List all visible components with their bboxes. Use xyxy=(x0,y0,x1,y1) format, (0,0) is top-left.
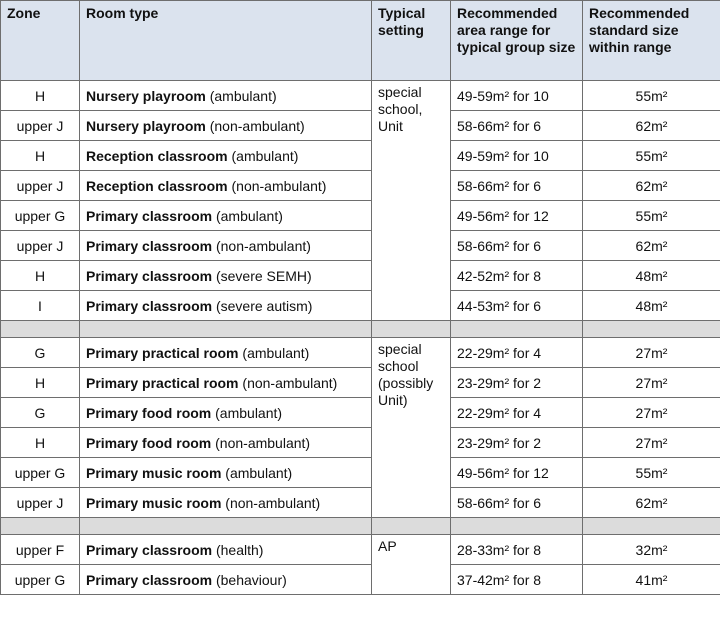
zone-cell: upper F xyxy=(1,535,80,565)
room-name: Nursery playroom xyxy=(86,87,206,104)
room-qualifier: (ambulant) xyxy=(231,147,299,164)
zone-cell: upper G xyxy=(1,458,80,488)
room-name: Primary food room xyxy=(86,404,212,421)
area-range-cell: 22-29m² for 4 xyxy=(451,338,583,368)
table-row xyxy=(1,201,720,231)
table-row xyxy=(1,261,720,291)
area-range-cell: 22-29m² for 4 xyxy=(451,398,583,428)
separator-cell xyxy=(583,321,720,338)
header-zone: Zone xyxy=(1,1,80,81)
room-type-cell xyxy=(80,458,372,488)
room-qualifier: (severe autism) xyxy=(215,297,313,314)
zone-cell: G xyxy=(1,338,80,368)
standard-size-cell: 27m² xyxy=(583,368,720,398)
room-qualifier: (severe SEMH) xyxy=(215,267,312,284)
room-type-cell xyxy=(80,488,372,518)
zone-cell: upper J xyxy=(1,488,80,518)
standard-size-cell: 27m² xyxy=(583,338,720,368)
table-row xyxy=(1,398,720,428)
room-name: Nursery playroom xyxy=(86,117,206,134)
room-qualifier: (ambulant) xyxy=(209,87,277,104)
header-standard-size: Recommended standard size within range xyxy=(583,1,720,81)
table-row xyxy=(1,141,720,171)
table-row xyxy=(1,458,720,488)
standard-size-cell: 55m² xyxy=(583,201,720,231)
room-qualifier: (ambulant) xyxy=(225,464,293,481)
table-row xyxy=(1,171,720,201)
standard-size-cell: 62m² xyxy=(583,231,720,261)
standard-size-cell: 62m² xyxy=(583,171,720,201)
area-range-cell: 58-66m² for 6 xyxy=(451,231,583,261)
room-type-cell xyxy=(80,261,372,291)
room-name: Primary classroom xyxy=(86,541,213,558)
room-name: Primary classroom xyxy=(86,207,213,224)
room-type-cell xyxy=(80,141,372,171)
zone-cell: upper J xyxy=(1,171,80,201)
standard-size-cell: 55m² xyxy=(583,141,720,171)
area-range-cell: 37-42m² for 8 xyxy=(451,565,583,595)
separator-cell xyxy=(451,518,583,535)
area-range-cell: 58-66m² for 6 xyxy=(451,171,583,201)
room-qualifier: (ambulant) xyxy=(215,404,283,421)
table-body xyxy=(1,81,720,595)
room-name: Reception classroom xyxy=(86,177,228,194)
table-row xyxy=(1,81,720,111)
zone-cell: H xyxy=(1,428,80,458)
room-name: Primary classroom xyxy=(86,571,213,588)
standard-size-cell: 62m² xyxy=(583,111,720,141)
zone-cell: H xyxy=(1,368,80,398)
room-type-cell xyxy=(80,565,372,595)
room-qualifier: (non-ambulant) xyxy=(215,237,311,254)
header-row xyxy=(1,1,720,81)
room-type-cell xyxy=(80,535,372,565)
room-type-cell xyxy=(80,398,372,428)
room-qualifier: (behaviour) xyxy=(215,571,287,588)
area-range-cell: 49-59m² for 10 xyxy=(451,81,583,111)
header-typical-setting: Typical setting xyxy=(372,1,451,81)
standard-size-cell: 55m² xyxy=(583,81,720,111)
area-range-cell: 44-53m² for 6 xyxy=(451,291,583,321)
separator-cell xyxy=(451,321,583,338)
room-type-cell xyxy=(80,231,372,261)
room-name: Primary classroom xyxy=(86,237,213,254)
separator-cell xyxy=(1,321,80,338)
standard-size-cell: 41m² xyxy=(583,565,720,595)
room-name: Primary music room xyxy=(86,494,222,511)
header-area-range: Recommended area range for typical group size xyxy=(451,1,583,81)
typical-setting-cell: special school, Unit xyxy=(372,81,451,321)
room-name: Primary practical room xyxy=(86,374,239,391)
zone-cell: G xyxy=(1,398,80,428)
room-qualifier: (non-ambulant) xyxy=(215,434,311,451)
area-range-cell: 58-66m² for 6 xyxy=(451,111,583,141)
section-separator xyxy=(1,321,720,338)
room-qualifier: (non-ambulant) xyxy=(231,177,327,194)
room-type-cell xyxy=(80,338,372,368)
zone-cell: upper G xyxy=(1,201,80,231)
separator-cell xyxy=(583,518,720,535)
area-range-cell: 49-56m² for 12 xyxy=(451,458,583,488)
zone-cell: upper J xyxy=(1,231,80,261)
zone-cell: I xyxy=(1,291,80,321)
zone-cell: H xyxy=(1,261,80,291)
zone-cell: H xyxy=(1,81,80,111)
room-name: Primary classroom xyxy=(86,297,213,314)
standard-size-cell: 48m² xyxy=(583,261,720,291)
typical-setting-cell: special school (possibly Unit) xyxy=(372,338,451,518)
table-row xyxy=(1,338,720,368)
standard-size-cell: 27m² xyxy=(583,398,720,428)
room-type-cell xyxy=(80,368,372,398)
standard-size-cell: 55m² xyxy=(583,458,720,488)
area-range-cell: 49-59m² for 10 xyxy=(451,141,583,171)
table-row xyxy=(1,565,720,595)
separator-cell xyxy=(80,321,372,338)
area-range-cell: 28-33m² for 8 xyxy=(451,535,583,565)
typical-setting-cell: AP xyxy=(372,535,451,595)
room-qualifier: (non-ambulant) xyxy=(209,117,305,134)
room-type-cell xyxy=(80,171,372,201)
room-qualifier: (non-ambulant) xyxy=(242,374,338,391)
zone-cell: upper J xyxy=(1,111,80,141)
standard-size-cell: 62m² xyxy=(583,488,720,518)
standard-size-cell: 27m² xyxy=(583,428,720,458)
section-separator xyxy=(1,518,720,535)
table-header xyxy=(1,1,720,81)
room-qualifier: (non-ambulant) xyxy=(225,494,321,511)
room-name: Primary practical room xyxy=(86,344,239,361)
room-qualifier: (ambulant) xyxy=(215,207,283,224)
separator-cell xyxy=(80,518,372,535)
room-type-cell xyxy=(80,81,372,111)
room-name: Primary classroom xyxy=(86,267,213,284)
zone-cell: H xyxy=(1,141,80,171)
table-row xyxy=(1,488,720,518)
area-range-cell: 49-56m² for 12 xyxy=(451,201,583,231)
area-range-cell: 23-29m² for 2 xyxy=(451,428,583,458)
standard-size-cell: 32m² xyxy=(583,535,720,565)
table-row xyxy=(1,231,720,261)
room-name: Reception classroom xyxy=(86,147,228,164)
room-name: Primary music room xyxy=(86,464,222,481)
room-type-cell xyxy=(80,428,372,458)
table-row xyxy=(1,368,720,398)
area-range-cell: 58-66m² for 6 xyxy=(451,488,583,518)
separator-cell xyxy=(1,518,80,535)
room-name: Primary food room xyxy=(86,434,212,451)
room-qualifier: (ambulant) xyxy=(242,344,310,361)
separator-cell xyxy=(372,518,451,535)
room-type-cell xyxy=(80,291,372,321)
room-type-cell xyxy=(80,201,372,231)
area-range-cell: 23-29m² for 2 xyxy=(451,368,583,398)
table-row xyxy=(1,535,720,565)
room-qualifier: (health) xyxy=(215,541,264,558)
area-range-cell: 42-52m² for 8 xyxy=(451,261,583,291)
separator-cell xyxy=(372,321,451,338)
table-row xyxy=(1,111,720,141)
room-type-cell xyxy=(80,111,372,141)
table-row xyxy=(1,291,720,321)
zone-cell: upper G xyxy=(1,565,80,595)
standard-size-cell: 48m² xyxy=(583,291,720,321)
header-room-type: Room type xyxy=(80,1,372,81)
table-row xyxy=(1,428,720,458)
